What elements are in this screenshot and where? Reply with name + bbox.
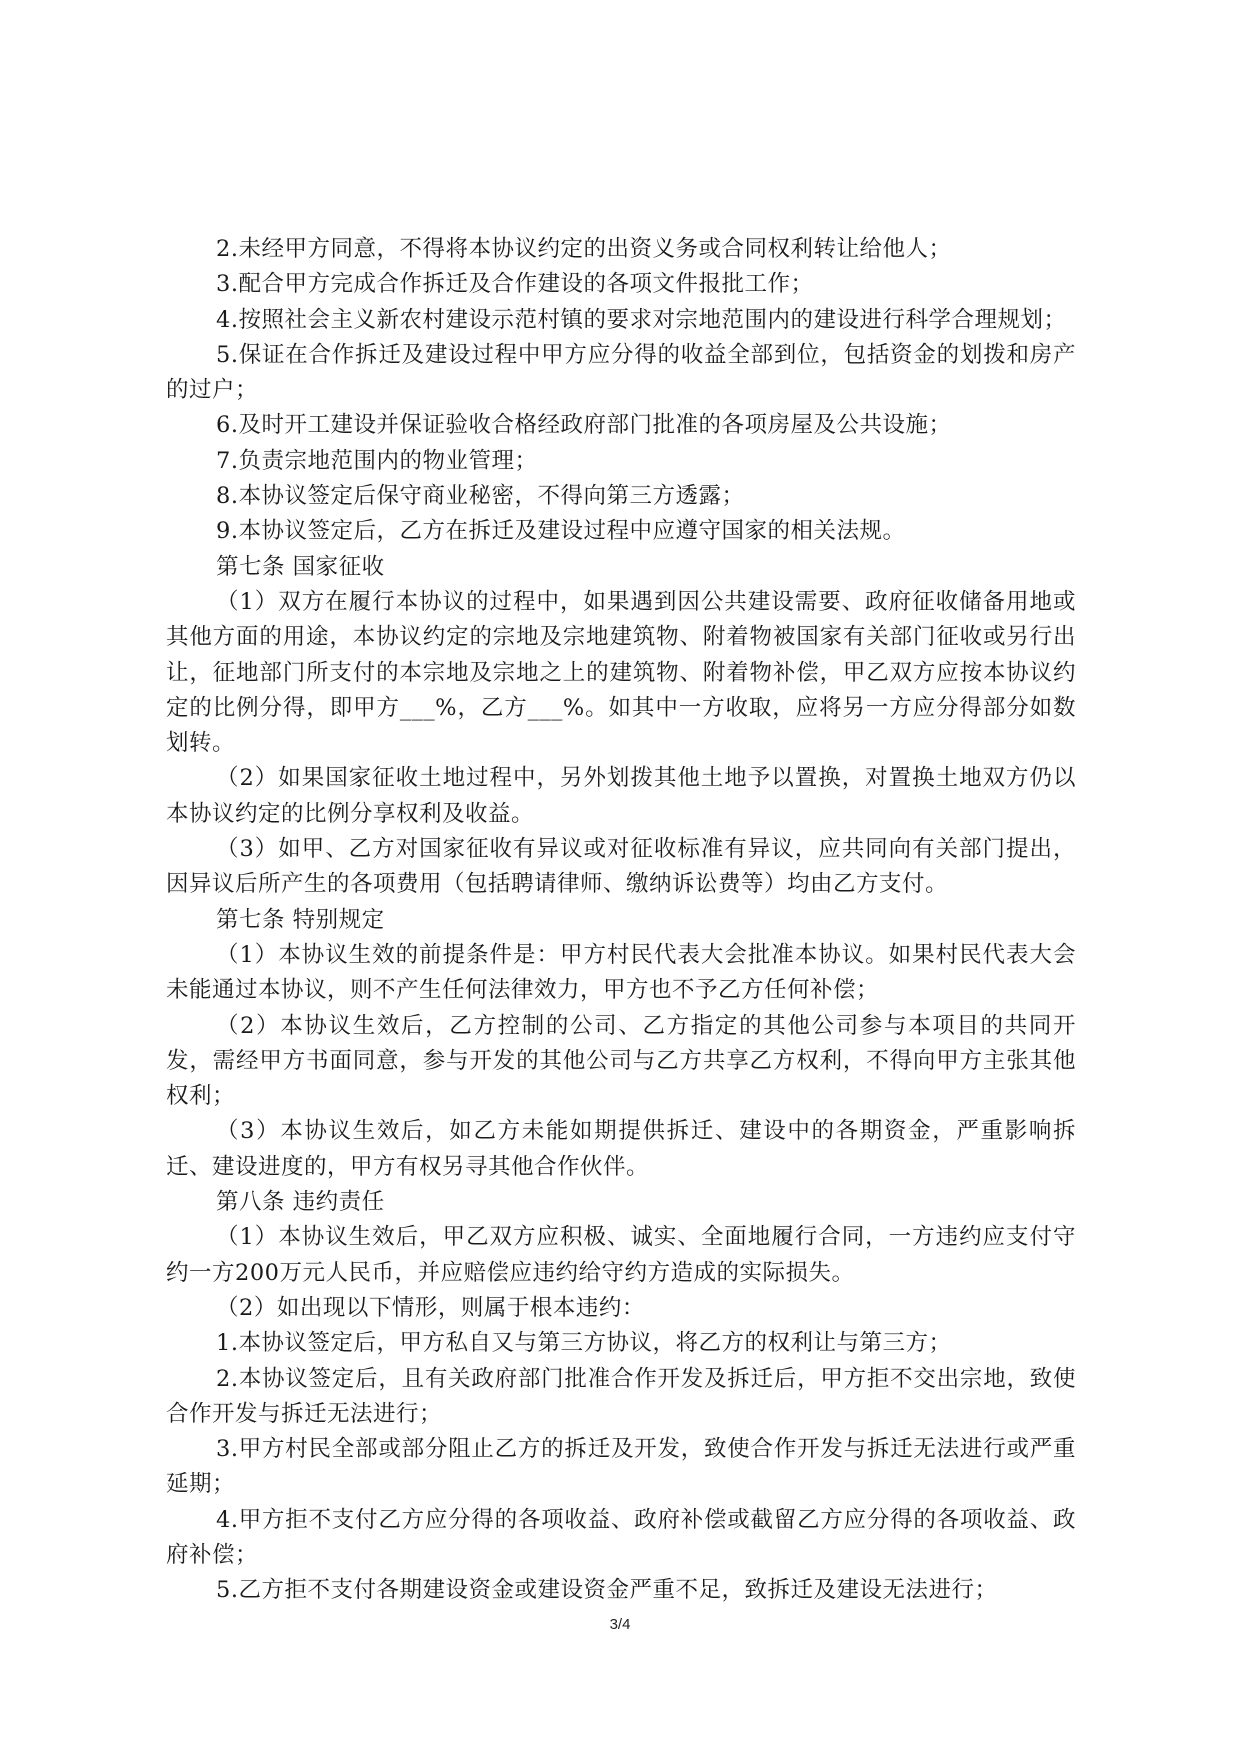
clause-item: （1）双方在履行本协议的过程中，如果遇到因公共建设需要、政府征收储备用地或其他方面的用途，本协议约定的宗地及宗地建筑物、附着物被国家有关部门征收或另行出让，征地部门所支付的本宗地及宗地之上的建筑物、附着物补偿，甲乙双方应按本协议约定的比例分得，即甲方___%，乙方___%。如其中一方收取，应将另一方应分得部分如数划转。 — [166, 588, 1076, 757]
clause-item: 7.负责宗地范围内的物业管理； — [216, 447, 538, 474]
clause-item: 6.及时开工建设并保证验收合格经政府部门批准的各项房屋及公共设施； — [216, 412, 952, 439]
section-heading: 第七条 国家征收 — [216, 553, 385, 580]
clause-item: 8.本协议签定后保守商业秘密，不得向第三方透露； — [216, 483, 745, 510]
clause-item: （2）如出现以下情形，则属于根本违约： — [216, 1294, 645, 1321]
clause-item: 4.按照社会主义新农村建设示范村镇的要求对宗地范围内的建设进行科学合理规划； — [216, 306, 1067, 333]
clause-item: （2）本协议生效后，乙方控制的公司、乙方指定的其他公司参与本项目的共同开发，需经甲方书面同意，参与开发的其他公司与乙方共享乙方权利，不得向甲方主张其他权利； — [166, 1012, 1076, 1110]
document-body — [166, 232, 1076, 1609]
clause-item: 2.未经甲方同意，不得将本协议约定的出资义务或合同权利转让给他人； — [216, 236, 952, 262]
clause-item: 2.本协议签定后，且有关政府部门批准合作开发及拆迁后，甲方拒不交出宗地，致使合作开发与拆迁无法进行； — [166, 1365, 1076, 1427]
clause-item: （3）如甲、乙方对国家征收有异议或对征收标准有异议，应共同向有关部门提出，因异议后所产生的各项费用（包括聘请律师、缴纳诉讼费等）均由乙方支付。 — [166, 836, 1076, 898]
clause-item: （3）本协议生效后，如乙方未能如期提供拆迁、建设中的各期资金，严重影响拆迁、建设进度的，甲方有权另寻其他合作伙伴。 — [166, 1118, 1076, 1180]
clause-item: 3.配合甲方完成合作拆迁及合作建设的各项文件报批工作； — [216, 271, 814, 298]
clause-item: 3.甲方村民全部或部分阻止乙方的拆迁及开发，致使合作开发与拆迁无法进行或严重延期； — [166, 1436, 1076, 1498]
clause-item: 5.保证在合作拆迁及建设过程中甲方应分得的收益全部到位，包括资金的划拨和房产的过户； — [166, 341, 1076, 404]
clause-item: 5.乙方拒不支付各期建设资金或建设资金严重不足，致拆迁及建设无法进行； — [216, 1577, 998, 1604]
page-number: 3/4 — [609, 1616, 631, 1633]
clause-item: （1）本协议生效后，甲乙双方应积极、诚实、全面地履行合同，一方违约应支付守约一方200万元人民币，并应赔偿应违约给守约方造成的实际损失。 — [166, 1224, 1076, 1286]
clause-item: 1.本协议签定后，甲方私自又与第三方协议，将乙方的权利让与第三方； — [216, 1330, 952, 1357]
clause-item: （2）如果国家征收土地过程中，另外划拨其他土地予以置换，对置换土地双方仍以本协议约定的比例分享权利及收益。 — [166, 765, 1076, 827]
clause-item: （1）本协议生效的前提条件是：甲方村民代表大会批准本协议。如果村民代表大会未能通过本协议，则不产生任何法律效力，甲方也不予乙方任何补偿； — [166, 941, 1076, 1004]
clause-item: 9.本协议签定后，乙方在拆迁及建设过程中应遵守国家的相关法规。 — [216, 518, 906, 545]
clause-item: 4.甲方拒不支付乙方应分得的各项收益、政府补偿或截留乙方应分得的各项收益、政府补偿； — [166, 1506, 1076, 1568]
section-heading: 第八条 违约责任 — [216, 1189, 385, 1216]
section-heading: 第七条 特别规定 — [216, 906, 385, 933]
